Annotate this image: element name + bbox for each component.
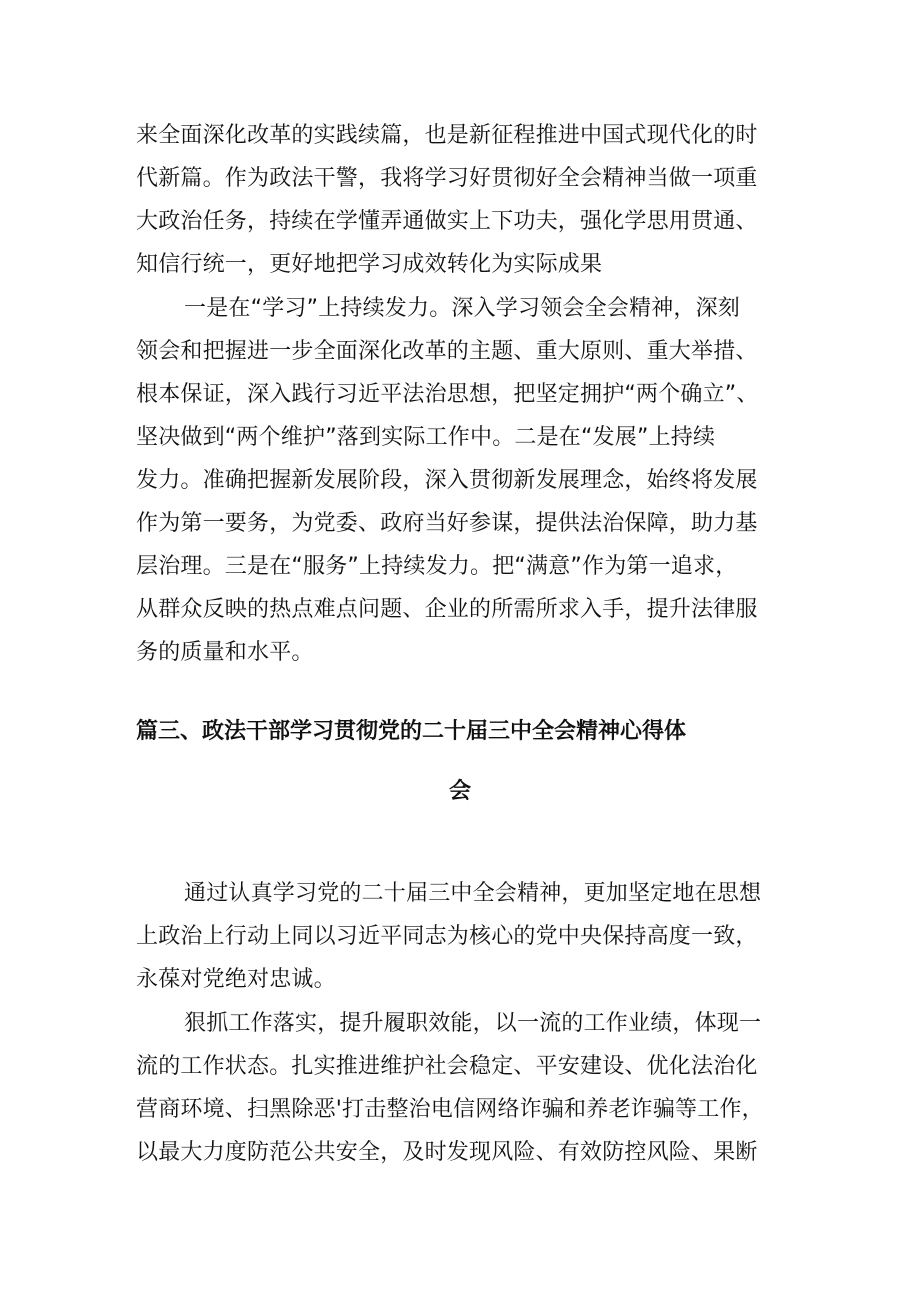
- text-line: 大政治任务，持续在学懂弄通做实上下功夫，强化学思用贯通、: [136, 209, 758, 234]
- text-line: 上政治上行动上同以习近平同志为核心的党中央保持高度一致，: [136, 924, 758, 949]
- text-line: 知信行统一，更好地把学习成效转化为实际成果: [136, 252, 603, 277]
- text-line: 代新篇。作为政法干警，我将学习好贯彻好全会精神当做一项重: [136, 166, 758, 191]
- text-line: 永葆对党绝对忠诚。: [136, 967, 336, 992]
- text-line: 来全面深化改革的实践续篇，也是新征程推进中国式现代化的时: [136, 123, 758, 148]
- text-line: 通过认真学习党的二十届三中全会精神，更加坚定地在思想: [184, 881, 762, 906]
- text-line: 一是在“学习”上持续发力。深入学习领会全会精神，深刻: [184, 296, 740, 321]
- text-line: 作为第一要务，为党委、政府当好参谋，提供法治保障，助力基: [136, 511, 758, 536]
- text-line: 从群众反映的热点难点问题、企业的所需所求入手，提升法律服: [136, 597, 758, 622]
- section-heading-continued: 会: [449, 779, 472, 804]
- text-line: 流的工作状态。扎实推进维护社会稳定、平安建设、优化法治化: [136, 1054, 758, 1079]
- text-line: 务的质量和水平。: [136, 640, 314, 665]
- text-line: 根本保证，深入践行习近平法治思想，把坚定拥护“两个确立”、: [136, 382, 759, 407]
- text-line: 发力。准确把握新发展阶段，深入贯彻新发展理念，始终将发展: [136, 468, 758, 493]
- text-line: 营商环境、扫黑除恶'打击整治电信网络诈骗和养老诈骗等工作，: [136, 1097, 764, 1122]
- text-line: 层治理。三是在“服务”上持续发力。把“满意”作为第一追求，: [136, 554, 738, 579]
- text-line: 狠抓工作落实，提升履职效能，以一流的工作业绩，体现一: [184, 1011, 762, 1036]
- text-line: 坚决做到“两个维护”落到实际工作中。二是在“发展”上持续: [136, 425, 716, 450]
- section-heading: 篇三、政法干部学习贯彻党的二十届三中全会精神心得体: [136, 719, 687, 744]
- text-line: 领会和把握进一步全面深化改革的主题、重大原则、重大举措、: [136, 339, 758, 364]
- text-line: 以最大力度防范公共安全，及时发现风险、有效防控风险、果断: [136, 1140, 758, 1165]
